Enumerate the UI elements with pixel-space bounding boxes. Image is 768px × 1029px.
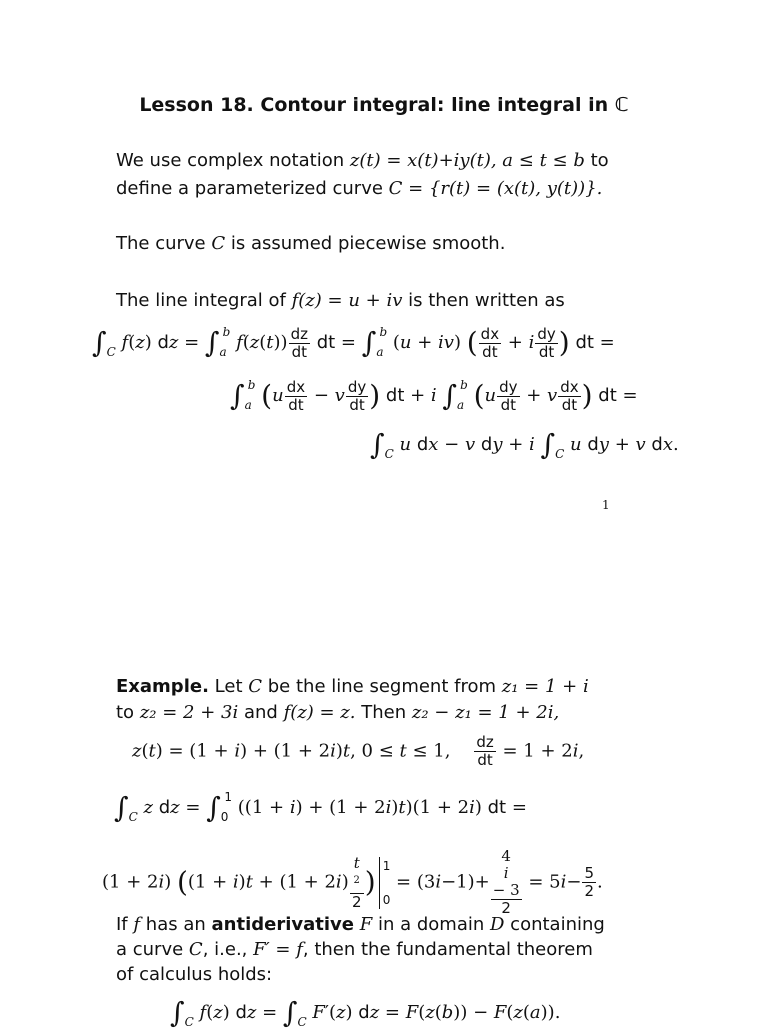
antiderivative-line-3: of calculus holds: [116,964,273,985]
equation-line-3: $\int_C$ u dx − v dy + i $\int_C$ u dy + v dx. [370,428,679,461]
equation-line-2: $\int_a^b$ (u $\frac{dx}{dt}$ − v $\frac{dy}{dt}$ ) dt + i $\int_a^b$ (u $\frac{dy}{dt}$ + v $\frac{dx}{dt}$ ) dt = [230,377,638,414]
example-line-1: Example. Let C be the line segment from z₁ = 1 + i [116,676,589,697]
paragraph-piecewise: The curve C is assumed piecewise smooth. [116,233,506,254]
equation-parameterization: z(t) = (1 + i) + (1 + 2i)t, 0 ≤ t ≤ 1, $\frac{dz}{dt}$ = 1 + 2i, [132,733,585,769]
lesson-title: Lesson 18. Contour integral: line integral in ℂ [139,94,629,116]
example-label: Example. [116,676,209,697]
equation-fundamental-theorem: $\int_C$ f(z) dz = $\int_C$ F′(z) dz = F(z(b)) − F(z(a)). [170,996,561,1029]
page-number: 1 [602,498,610,512]
antiderivative-term: antiderivative [211,914,354,935]
equation-line-1: $\int_C$ f(z) dz = $\int_a^b$ f(z(t)) $\frac{dz}{dt}$ dt = $\int_a^b$ (u + iv) ( $\frac{dx}{dt}$ + i $\frac{dy}{dt}$ ) dt = [92,324,615,361]
equation-integral-setup: $\int_C$ z dz = $\int_0^1$ ((1 + i) + (1 + 2i)t)(1 + 2i) dt = [114,790,527,824]
example-line-2: to z₂ = 2 + 3i and f(z) = z. Then z₂ − z₁ = 1 + 2i, [116,702,560,723]
paragraph-line-integral: The line integral of f(z) = u + iv is then written as [116,290,565,311]
antiderivative-line-1: If f has an antiderivative F in a domain D containing [116,914,605,935]
paragraph-notation-line-1: We use complex notation z(t) = x(t)+iy(t), a ≤ t ≤ b to [116,150,609,171]
slide-2 [0,640,768,1029]
antiderivative-line-2: a curve C, i.e., F′ = f, then the fundamental theorem [116,939,593,960]
equation-evaluation: (1 + 2i) ((1 + i)t + (1 + 2i) t $^2$ 2 ) 1 0 = (3i−1)+ 4 i − 3 2 = 5i− $\frac{5}{2}$ . [102,847,603,917]
math-z-of-t: z(t) = x(t)+iy(t), a ≤ t ≤ b [349,150,585,171]
paragraph-notation-line-2: define a parameterized curve C = {r(t) = (x(t), y(t))}. [116,178,603,199]
math-curve-c: C = {r(t) = (x(t), y(t))}. [388,178,603,199]
